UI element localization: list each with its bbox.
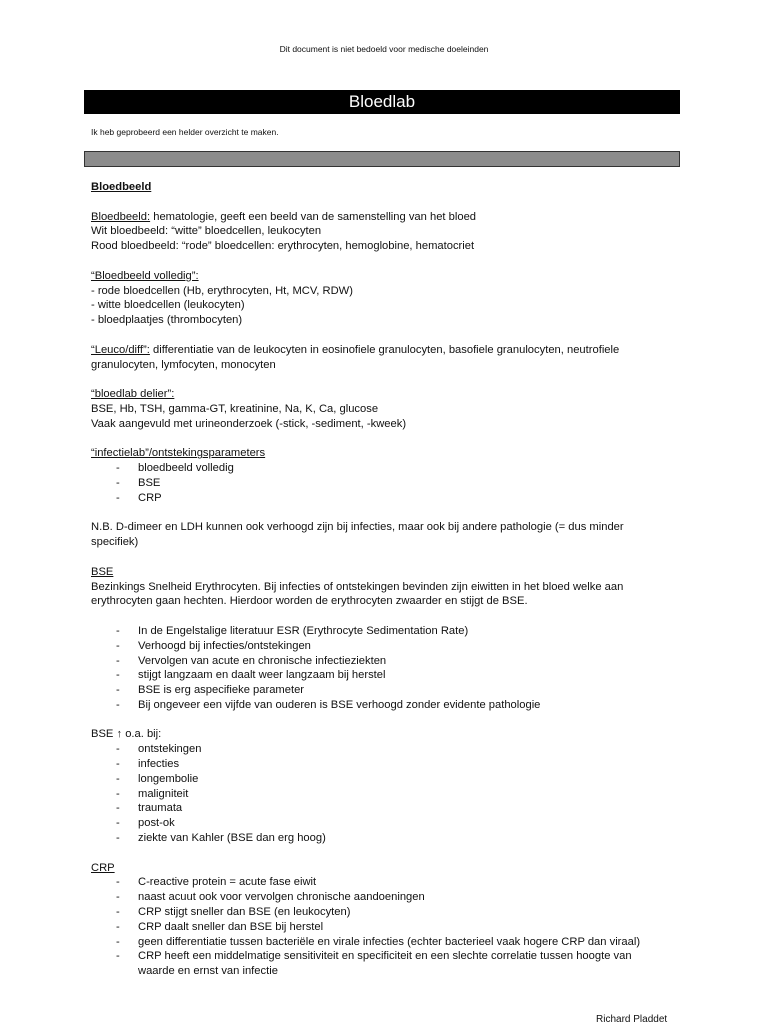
list-item: - CRP <box>91 491 671 506</box>
list-item: - stijgt langzaam en daalt weer langzaam bij herstel <box>91 668 671 683</box>
bse-raised-label: BSE ↑ o.a. bij: <box>91 728 162 741</box>
list-item: - C-reactive protein = acute fase eiwit <box>91 875 671 890</box>
list-item: - CRP daalt sneller dan BSE bij herstel <box>91 920 671 935</box>
list-item: - geen differentiatie tussen bacteriële en virale infecties (echter bacterieel vaak hogere CRP dan viraal) <box>91 935 671 950</box>
disclaimer-note: Dit document is niet bedoeld voor medische doeleinden <box>279 44 489 54</box>
bse-description: Bezinkings Snelheid Erythrocyten. Bij infecties of ontstekingen bevinden zijn eiwitten in het bloed welke aan erythrocyten gaan hechten. Hierdoor worden de erythrocyten zwaarder en stijgt de BSE. <box>91 580 624 608</box>
leuco-diff-label: “Leuco/diff”: <box>91 343 150 356</box>
bloedlab-delier-label: “bloedlab delier”: <box>91 388 175 401</box>
list-item: - CRP stijgt sneller dan BSE (en leukocyten) <box>91 905 671 920</box>
list-item: - BSE is erg aspecifieke parameter <box>91 683 671 698</box>
bloedbeeld-volledig-label: “Bloedbeeld volledig”: <box>91 269 199 282</box>
leuco-diff-text: differentiatie van de leukocyten in eosinofiele granulocyten, basofiele granulocyten, neutrofiele granulocyten, lymfocyten, monocyten <box>91 343 620 371</box>
bloedbeeld-definition <box>91 210 671 225</box>
delier-line: BSE, Hb, TSH, gamma-GT, kreatinine, Na, K, Ca, glucose <box>91 402 379 415</box>
list-item: - longembolie <box>91 772 671 787</box>
intro-text: Ik heb geprobeerd een helder overzicht te maken. <box>91 127 279 137</box>
list-item: - bloedbeeld volledig <box>91 461 671 476</box>
bse-raised-list <box>91 742 671 846</box>
section-heading-bloedbeeld: Bloedbeeld <box>91 181 152 193</box>
bloedbeeld-definition-text: hematologie, geeft een beeld van de samenstelling van het bloed <box>150 210 477 223</box>
bse-list <box>91 624 671 713</box>
list-item: - BSE <box>91 476 671 491</box>
volledig-item: - witte bloedcellen (leukocyten) <box>91 299 245 312</box>
list-item: - traumata <box>91 801 671 816</box>
wit-bloedbeeld-line: Wit bloedbeeld: “witte” bloedcellen, leukocyten <box>91 225 322 238</box>
crp-list <box>91 875 671 979</box>
rood-bloedbeeld-line: Rood bloedbeeld: “rode” bloedcellen: erythrocyten, hemoglobine, hematocriet <box>91 240 475 253</box>
list-item: - In de Engelstalige literatuur ESR (Erythrocyte Sedimentation Rate) <box>91 624 671 639</box>
infectielab-label: “infectielab”/ontstekingsparameters <box>91 447 266 460</box>
document-title: Bloedlab <box>84 90 680 114</box>
list-item: - post-ok <box>91 816 671 831</box>
list-item: - naast acuut ook voor vervolgen chronische aandoeningen <box>91 890 671 905</box>
document-body <box>91 180 671 979</box>
list-item: - maligniteit <box>91 787 671 802</box>
bloedbeeld-label: Bloedbeeld: <box>91 210 151 223</box>
volledig-item: - bloedplaatjes (thrombocyten) <box>91 314 243 327</box>
list-item: - Vervolgen van acute en chronische infectieziekten <box>91 654 671 669</box>
infectielab-list <box>91 461 671 505</box>
section-heading-bse: BSE <box>91 565 114 578</box>
leuco-diff-paragraph <box>91 343 671 373</box>
section-divider-bar <box>84 151 680 167</box>
nb-note: N.B. D-dimeer en LDH kunnen ook verhoogd zijn bij infecties, maar ook bij andere pathologie (= dus minder specifiek) <box>91 521 624 549</box>
list-item: - Bij ongeveer een vijfde van ouderen is BSE verhoogd zonder evidente pathologie <box>91 698 671 713</box>
list-item: - CRP heeft een middelmatige sensitiviteit en specificiteit en een slechte correlatie tussen hoogte van waarde en ernst van infectie <box>91 949 671 979</box>
author-signature: Richard Pladdet <box>596 1014 668 1025</box>
list-item: - ziekte van Kahler (BSE dan erg hoog) <box>91 831 671 846</box>
delier-line: Vaak aangevuld met urineonderzoek (-stick, -sediment, -kweek) <box>91 417 407 430</box>
list-item: - infecties <box>91 757 671 772</box>
list-item: - ontstekingen <box>91 742 671 757</box>
list-item: - Verhoogd bij infecties/ontstekingen <box>91 639 671 654</box>
volledig-item: - rode bloedcellen (Hb, erythrocyten, Ht, MCV, RDW) <box>91 284 353 297</box>
section-heading-crp: CRP <box>91 861 115 874</box>
